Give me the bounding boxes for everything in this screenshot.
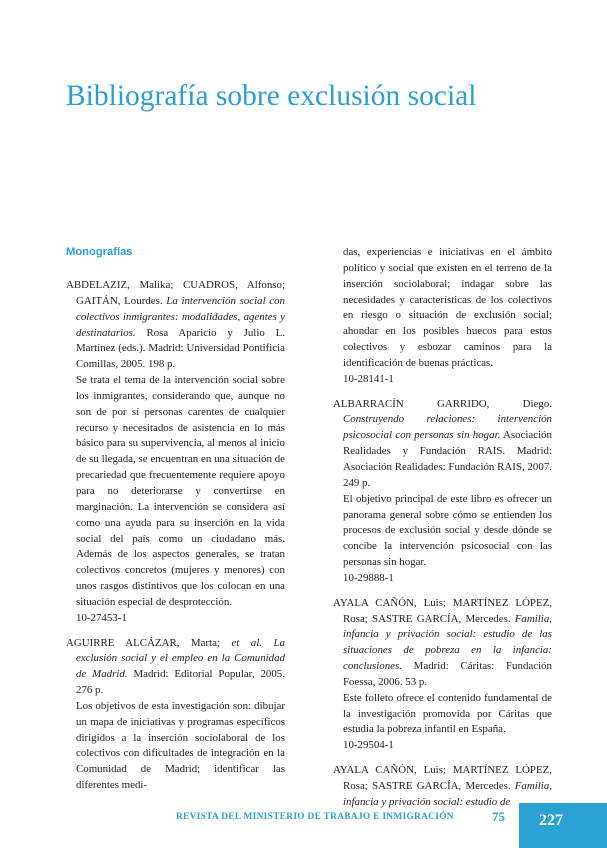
- entry-code: 10-27453-1: [76, 611, 127, 624]
- entry-reference: [66, 278, 285, 373]
- entry-reference: [333, 397, 552, 492]
- bibliography-entry-continuation: [333, 245, 552, 388]
- journal-name: REVISTA DEL MINISTERIO DE TRABAJO E INMIGRACIÓN: [176, 812, 454, 822]
- entry-abstract: Este folleto ofrece el contenido fundamental de la investigación promovida por Cáritas que estudia la pobreza infantil en España.: [343, 691, 552, 736]
- entry-publication: Rosa Aparicio y Julio L. Martínez (eds.). Madrid: Universidad Pontificia Comillas, 2005. 198 p.: [76, 326, 285, 371]
- entry-title: Familia, infancia y privación social: estudio de: [343, 780, 552, 808]
- entry-reference: [333, 596, 552, 691]
- entry-publication: Madrid: Cáritas: Fundación Foessa, 2006. 53 p.: [343, 660, 552, 688]
- right-column: [333, 245, 552, 820]
- entry-code: 10-29888-1: [343, 571, 394, 584]
- entry-abstract: Se trata el tema de la intervención social sobre los inmigrantes, considerando que, aunque no son de por sí personas carentes de cualquier recurso y necesitados de asistencia en lo más básico para su supervivencia, al menos al inicio de su llegada, se encuentran en una situación de precariedad que frecuentemente requiere apoyo para no deteriorarse y convertirse en marginación. La intervención se considera así como una ayuda para su inserción en la vida social del país como un ciudadano más. Además de los aspectos generales, se tratan colectivos concretos (mujeres y menores) con unos rasgos distintivos que los colocan en una situación especial de desprotección.: [76, 374, 285, 608]
- entry-authors: ALBARRACÍN GARRIDO, Diego.: [333, 397, 552, 410]
- entry-code: 10-29504-1: [343, 739, 394, 752]
- bibliography-entry: [333, 596, 552, 754]
- entry-abstract-continuation: das, experiencias e iniciativas en el ámbito político y social que existen en el terreno de la inserción sociolaboral; indagar sobre las necesidades y características de los colectivos en riesgo o situación de exclusión social; ahondar en los posibles huecos para estos colectivos y esbozar caminos para la identificación de buenas prácticas.: [343, 246, 552, 369]
- bibliography-entry: [333, 397, 552, 587]
- page-footer: [0, 803, 607, 848]
- entry-title: La intervención social con colectivos inmigrantes: modalidades, agentes y destinatarios.: [76, 294, 286, 339]
- entry-authors: AYALA CAÑÓN, Luis; MARTÍNEZ LÓPEZ, Rosa; SASTRE GARCÍA, Mercedes.: [333, 764, 552, 792]
- left-column: [66, 245, 285, 803]
- page-number-box: [519, 803, 607, 848]
- issue-number: 75: [492, 809, 505, 824]
- entry-etal: et al.: [231, 636, 262, 649]
- page-title: Bibliografía sobre exclusión social: [66, 80, 477, 112]
- entry-abstract: Los objetivos de esta investigación son: dibujar un mapa de iniciativas y programas específicos dirigidos a la inserción sociolaboral de los colectivos con dificultades de integración en la Comunidad de Madrid; identificar las diferentes medi-: [76, 699, 285, 792]
- page-number: 227: [539, 812, 563, 829]
- entry-title: La exclusión social y el empleo en la Comunidad de Madrid.: [76, 636, 285, 681]
- entry-code: 10-28141-1: [343, 372, 394, 385]
- entry-reference: [66, 636, 285, 699]
- entry-publication: Asociación Realidades y Fundación RAIS. Madrid: Asociación Realidades: Fundación RAIS, 2007. 249 p.: [343, 429, 552, 489]
- entry-abstract: El objetivo principal de este libro es ofrecer un panorama general sobre cómo se entienden los procesos de exclusión social y desde dónde se concibe la intervención psicosocial con las personas sin hogar.: [343, 492, 552, 569]
- section-heading: Monografías: [66, 246, 133, 258]
- bibliography-entry: [66, 278, 285, 627]
- entry-authors: AYALA CAÑÓN, Luis; MARTÍNEZ LÓPEZ, Rosa; SASTRE GARCÍA, Mercedes.: [333, 596, 552, 625]
- entry-title: Familia, infancia y privación social: estudio de las situaciones de pobreza en la infancia: conclusiones.: [343, 612, 552, 673]
- entry-publication: Madrid: Editorial Popular, 2005. 276 p.: [76, 668, 285, 697]
- entry-authors: AGUIRRE ALCÁZAR, Marta;: [66, 636, 220, 649]
- entry-title: Construyendo relaciones: intervención psicosocial con personas sin hogar.: [343, 413, 552, 442]
- entry-authors: ABDELAZIZ, Malika; CUADROS, Alfonso; GAITÁN, Lourdes.: [66, 279, 285, 307]
- bibliography-entry: [66, 636, 285, 794]
